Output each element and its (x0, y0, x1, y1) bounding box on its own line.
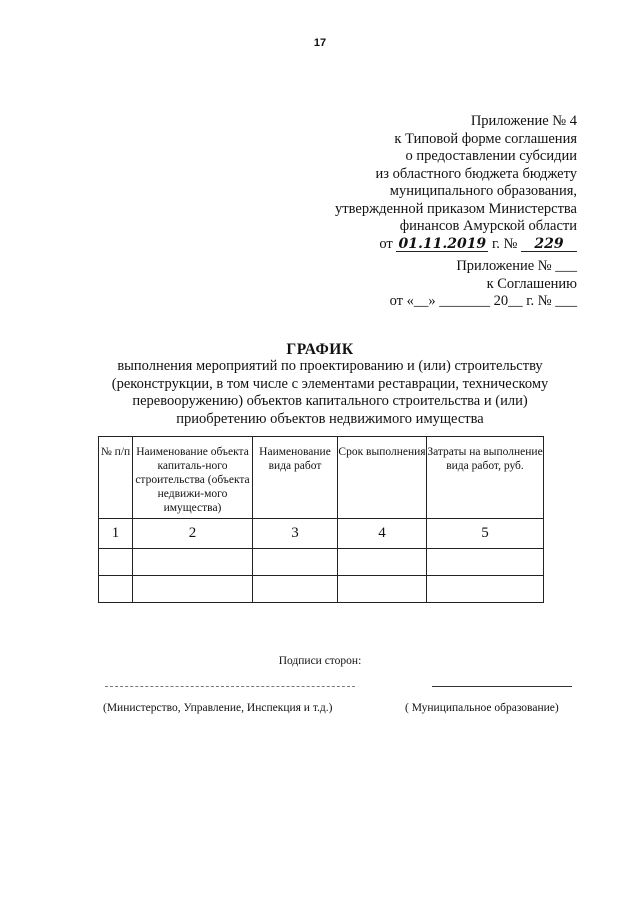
signatures-heading: Подписи сторон: (278, 655, 362, 667)
column-number: 4 (338, 519, 427, 549)
appendix-line: утвержденной приказом Министерства (335, 200, 577, 217)
appendix-line: из областного бюджета бюджету (375, 165, 577, 182)
table-cell (253, 549, 338, 576)
order-number-field (521, 237, 577, 252)
column-header-object: Наименование объекта капиталь-ного строительства (объекта недвижи-мого имущества) (133, 437, 253, 519)
table-row (99, 549, 544, 576)
column-header-costs: Затраты на выполнение вида работ, руб. (427, 437, 544, 519)
document-subtitle: выполнения мероприятий по проектированию и (или) строительству (реконструкции, в том числе с элементами реставрации, техническому перевооружению) объектов капитального строительства и (или) приобретению объектов недвижимого имущества (111, 358, 549, 427)
handwritten-date: 01.11.2019 (398, 235, 487, 252)
table-cell (427, 576, 544, 603)
column-number: 1 (99, 519, 133, 549)
table-cell (133, 549, 253, 576)
table-row (99, 576, 544, 603)
document-title: ГРАФИК (286, 341, 354, 358)
appendix-line: финансов Амурской области (399, 218, 577, 234)
appendix-order-line (335, 236, 577, 254)
table-cell (99, 549, 133, 576)
table-cell (99, 576, 133, 603)
agreement-line: к Соглашению (486, 275, 577, 292)
appendix-line: Приложение № 4 (470, 113, 577, 129)
order-date-field (396, 237, 488, 252)
column-number: 3 (253, 519, 338, 549)
handwritten-number: 229 (534, 235, 564, 252)
left-signature-label: (Министерство, Управление, Инспекция и т.д.) (103, 702, 333, 714)
table-cell (338, 576, 427, 603)
appendix-header (335, 113, 577, 253)
appendix-line: к Типовой форме соглашения (394, 130, 577, 147)
appendix-line: о предоставлении субсидии (405, 148, 577, 164)
table-cell (253, 576, 338, 603)
column-number: 2 (133, 519, 253, 549)
column-header-work-type: Наименование вида работ (253, 437, 338, 519)
order-number-prefix: г. № (491, 235, 518, 252)
order-from-prefix: от (379, 235, 393, 252)
column-number: 5 (427, 519, 544, 549)
table-cell (133, 576, 253, 603)
right-signature-line (432, 686, 572, 687)
appendix-line: муниципального образования, (389, 183, 577, 199)
column-header-deadline: Срок выполнения (338, 437, 427, 519)
right-signature-label: ( Муниципальное образование) (405, 702, 559, 714)
page-number: 17 (313, 37, 327, 49)
schedule-table (98, 436, 544, 603)
column-number-row (99, 519, 544, 549)
agreement-line: от «__» _______ 20__ г. № ___ (389, 293, 577, 309)
left-signature-line (105, 686, 355, 687)
table-cell (427, 549, 544, 576)
table-cell (338, 549, 427, 576)
table-header-row (99, 437, 544, 519)
agreement-line: Приложение № ___ (456, 258, 577, 274)
agreement-reference (390, 258, 577, 311)
column-header-number: № п/п (99, 437, 133, 519)
